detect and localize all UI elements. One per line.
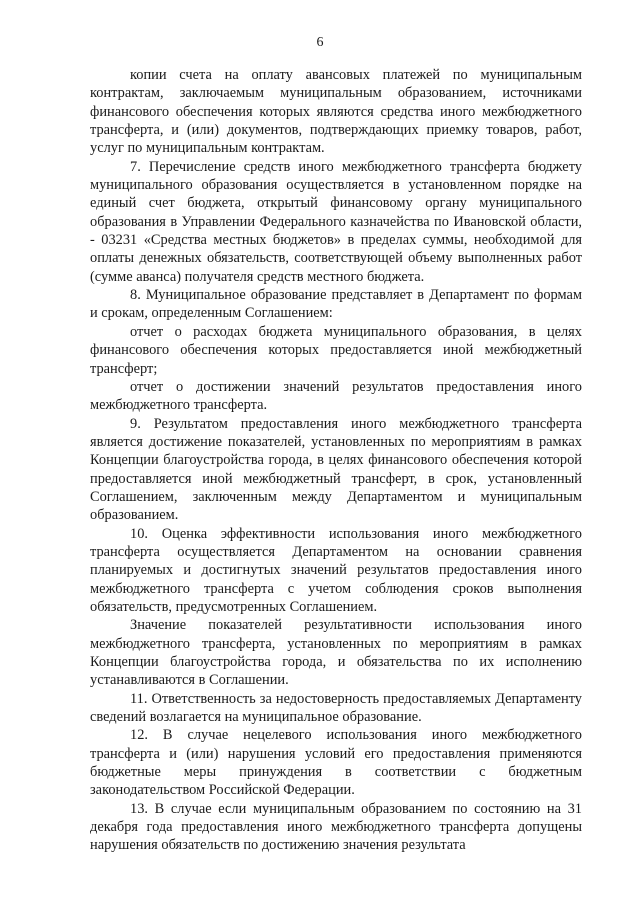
paragraph-9-result: 9. Результатом предоставления иного межбюджетного трансферта является достижение показателей, установленных по мероприятиям в рамках Концепции благоустройства города, в целях финансового обеспечения которой предоставляется иной межбюджетный трансферт, в срок, установленный Соглашением, заключенным между Департаментом и муниципальным образованием. [90,415,582,524]
paragraph-contract-copies: копии счета на оплату авансовых платежей по муниципальным контрактам, заключаемым муниципальным образованием, источниками финансового обеспечения которых являются средства иного межбюджетного трансферта, и (или) документов, подтверждающих приемку товаров, работ, услуг по муниципальным контрактам. [90,67,582,157]
paragraph-11-responsibility: 11. Ответственность за недостоверность предоставляемых Департаменту сведений возлагается на муниципальное образование. [90,690,582,726]
paragraph-8-reporting: 8. Муниципальное образование представляет в Департамент по формам и срокам, определенным Соглашением: [90,287,582,322]
paragraph-results-report: отчет о достижении значений результатов предоставления иного межбюджетного трансферта. [90,378,582,414]
paragraph-10-evaluation: 10. Оценка эффективности использования иного межбюджетного трансферта осуществляется Департаментом на основании сравнения планируемых и достигнутых значений результатов предоставления иного межбюджетного трансферта с учетом соблюдения сроков выполнения обязательств, предусмотренных Соглашением. [90,525,582,615]
paragraph-13-violations: 13. В случае если муниципальным образованием по состоянию на 31 декабря года предоставления иного межбюджетного трансферта допущены нарушения обязательств по достижению значения результата [90,800,582,854]
paragraph-indicators: Значение показателей результативности использования иного межбюджетного трансферта, установленных по мероприятиям в рамках Концепции благоустройства города, и обязательства по их исполнению устанавливаются в Соглашении. [90,617,582,689]
paragraph-7-transfer-funds: 7. Перечисление средств иного межбюджетного трансферта бюджету муниципального образования осуществляется в установленном порядке на единый счет бюджета, открытый финансовому органу муниципального образования в Управлении Федерального казначейства по Ивановской области, - 03231 «Средства местных бюджетов» в пределах суммы, необходимой для оплаты денежных обязательств, соответствующей объему выполненных работ (сумме аванса) получателя средств местного бюджета. [90,158,582,285]
page-number: 6 [316,35,324,50]
document-body [90,66,582,855]
paragraph-12-misuse: 12. В случае нецелевого использования иного межбюджетного трансферта и (или) нарушения условий его предоставления применяются бюджетные меры принуждения в соответствии с бюджетным законодательством Российской Федерации. [90,727,582,799]
paragraph-expense-report: отчет о расходах бюджета муниципального образования, в целях финансового обеспечения которых предоставляется иной межбюджетный трансферт; [90,323,582,377]
